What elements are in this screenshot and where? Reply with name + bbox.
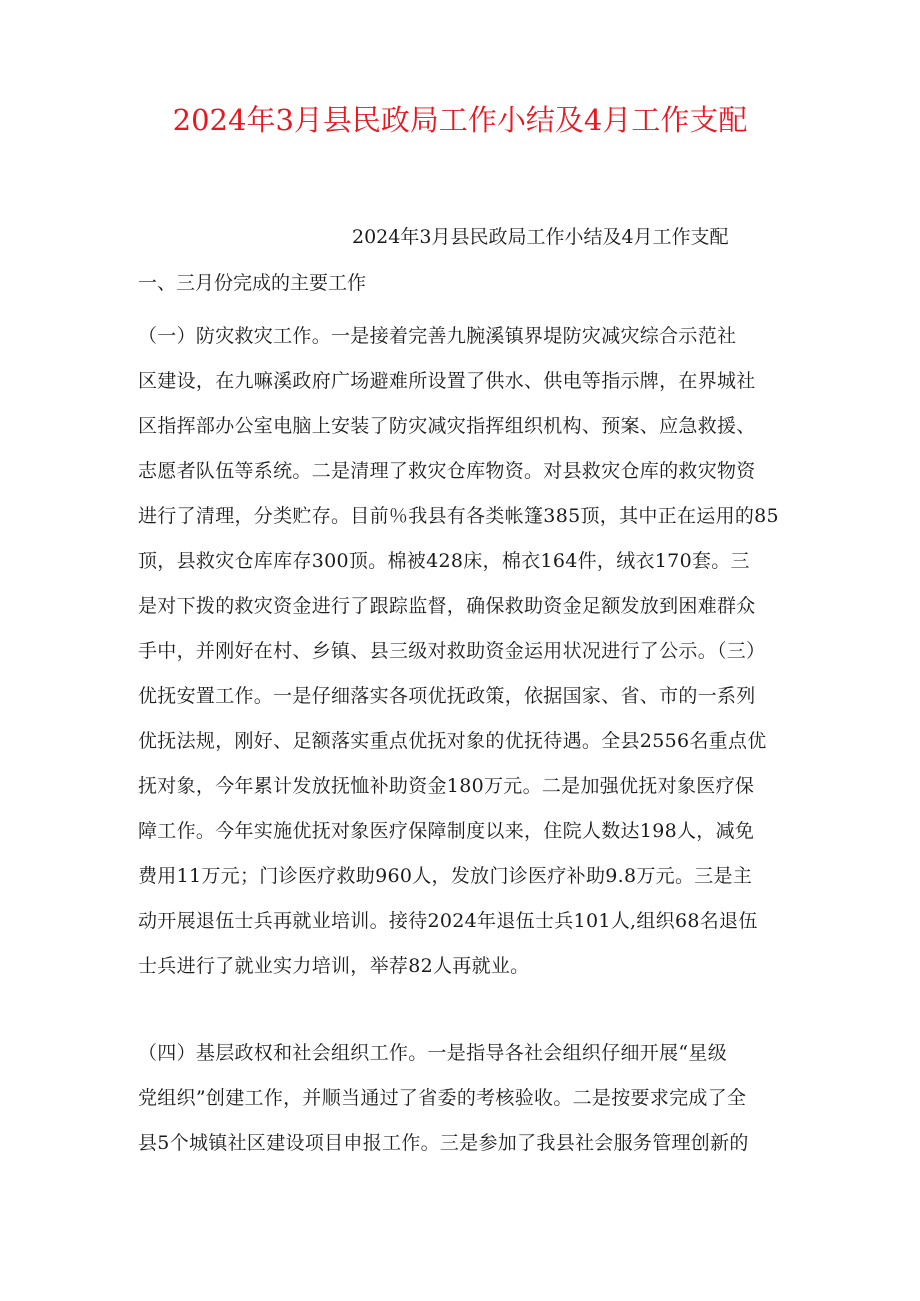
- paragraph-line: 费用11万元；门诊医疗救助960人，发放门诊医疗补助9.8万元。三是主: [138, 865, 753, 887]
- section-heading: 一、三月份完成的主要工作: [138, 272, 367, 294]
- paragraph-line: 是对下拨的救灾资金进行了跟踪监督，确保救助资金足额发放到困难群众: [138, 595, 756, 617]
- paragraph-line: （四）基层政权和社会组织工作。一是指导各社会组织仔细开展“星级: [138, 1042, 728, 1064]
- paragraph-line: 进行了清理，分类贮存。目前％我县有各类帐篷385顶，其中正在运用的85: [138, 505, 779, 527]
- paragraph-line: 区建设，在九嘛溪政府广场避难所设置了供水、供电等指示牌，在界城社: [138, 370, 756, 392]
- paragraph-line: 县5个城镇社区建设项目申报工作。三是参加了我县社会服务管理创新的: [138, 1132, 749, 1154]
- paragraph-grassroots: [138, 1031, 798, 1166]
- paragraph-line: 障工作。今年实施优抚对象医疗保障制度以来，住院人数达198人，减免: [138, 820, 755, 842]
- paragraph-line: （一）防灾救灾工作。一是接着完善九腕溪镇界堤防灾减灾综合示范社: [138, 325, 737, 347]
- paragraph-disaster-relief: [138, 314, 798, 989]
- paragraph-line: 手中，并刚好在村、乡镇、县三级对救助资金运用状况进行了公示。（三）: [138, 640, 766, 662]
- paragraph-line: 士兵进行了就业实力培训，举荐82人再就业。: [138, 955, 530, 977]
- paragraph-line: 优抚安置工作。一是仔细落实各项优抚政策，依据国家、省、市的一系列: [138, 685, 756, 707]
- paragraph-line: 区指挥部办公室电脑上安装了防灾减灾指挥组织机构、预案、应急救援、: [138, 415, 756, 437]
- paragraph-line: 党组织”创建工作，并顺当通过了省委的考核验收。二是按要求完成了全: [138, 1087, 747, 1109]
- paragraph-line: 抚对象，今年累计发放抚恤补助资金180万元。二是加强优抚对象医疗保: [138, 775, 755, 797]
- paragraph-line: 动开展退伍士兵再就业培训。接待2024年退伍士兵101人,组织68名退伍: [138, 910, 758, 932]
- document-subtitle: 2024年3月县民政局工作小结及4月工作支配: [352, 226, 729, 248]
- document-title: 2024年3月县民政局工作小结及4月工作支配: [172, 103, 748, 137]
- paragraph-line: 优抚法规，刚好、足额落实重点优抚对象的优抚待遇。全县2556名重点优: [138, 730, 767, 752]
- paragraph-line: 志愿者队伍等系统。二是清理了救灾仓库物资。对县救灾仓库的救灾物资: [138, 460, 756, 482]
- paragraph-line: 顶，县救灾仓库库存300顶。棉被428床，棉衣164件，绒衣170套。三: [138, 550, 750, 572]
